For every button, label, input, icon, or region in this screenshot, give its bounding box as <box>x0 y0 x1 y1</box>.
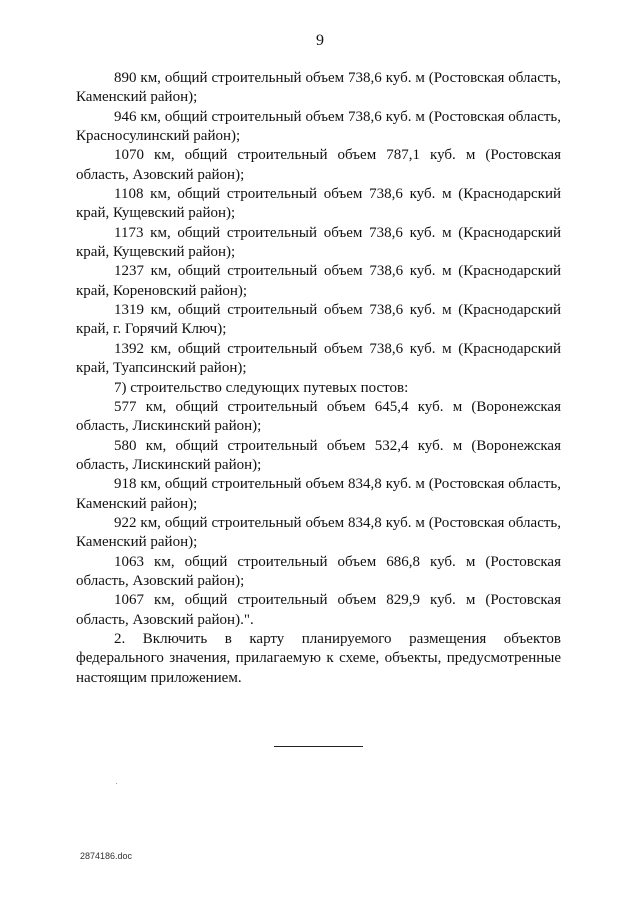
paragraph: 946 км, общий строительный объем 738,6 куб. м (Ростовская область, Красносулинский район); <box>76 108 561 145</box>
paragraph: 1108 км, общий строительный объем 738,6 куб. м (Краснодарский край, Кущевский район); <box>76 186 561 222</box>
paragraph: 1392 км, общий строительный объем 738,6 куб. м (Краснодарский край, Туапсинский район); <box>76 340 561 377</box>
end-separator-line <box>274 746 363 747</box>
scan-speck <box>116 783 117 784</box>
paragraph: 918 км, общий строительный объем 834,8 куб. м (Ростовская область, Каменский район); <box>76 476 561 512</box>
page-number: 9 <box>316 32 324 49</box>
paragraph: 577 км, общий строительный объем 645,4 куб. м (Воронежская область, Лискинский район); <box>76 398 561 435</box>
paragraph: 890 км, общий строительный объем 738,6 куб. м (Ростовская область, Каменский район); <box>76 70 561 106</box>
paragraph: 1173 км, общий строительный объем 738,6 куб. м (Краснодарский край, Кущевский район); <box>76 224 561 261</box>
paragraph: 2. Включить в карту планируемого размещения объектов федерального значения, прилагаемую к схеме, объекты, предусмотренные настоящим приложением. <box>76 630 561 686</box>
paragraph: 1237 км, общий строительный объем 738,6 куб. м (Краснодарский край, Кореновский район); <box>76 263 561 299</box>
document-file-id: 2874186.doc <box>80 851 133 861</box>
paragraph: 1067 км, общий строительный объем 829,9 куб. м (Ростовская область, Азовский район).". <box>76 592 561 628</box>
paragraph: 580 км, общий строительный объем 532,4 куб. м (Воронежская область, Лискинский район); <box>76 437 561 473</box>
paragraph: 1063 км, общий строительный объем 686,8 куб. м (Ростовская область, Азовский район); <box>76 553 561 589</box>
paragraph: 1070 км, общий строительный объем 787,1 куб. м (Ростовская область, Азовский район); <box>76 147 561 183</box>
document-body <box>76 69 561 688</box>
section-heading: 7) строительство следующих путевых постов: <box>114 379 409 396</box>
paragraph: 922 км, общий строительный объем 834,8 куб. м (Ростовская область, Каменский район); <box>76 514 561 551</box>
paragraph: 1319 км, общий строительный объем 738,6 куб. м (Краснодарский край, г. Горячий Ключ); <box>76 302 561 338</box>
